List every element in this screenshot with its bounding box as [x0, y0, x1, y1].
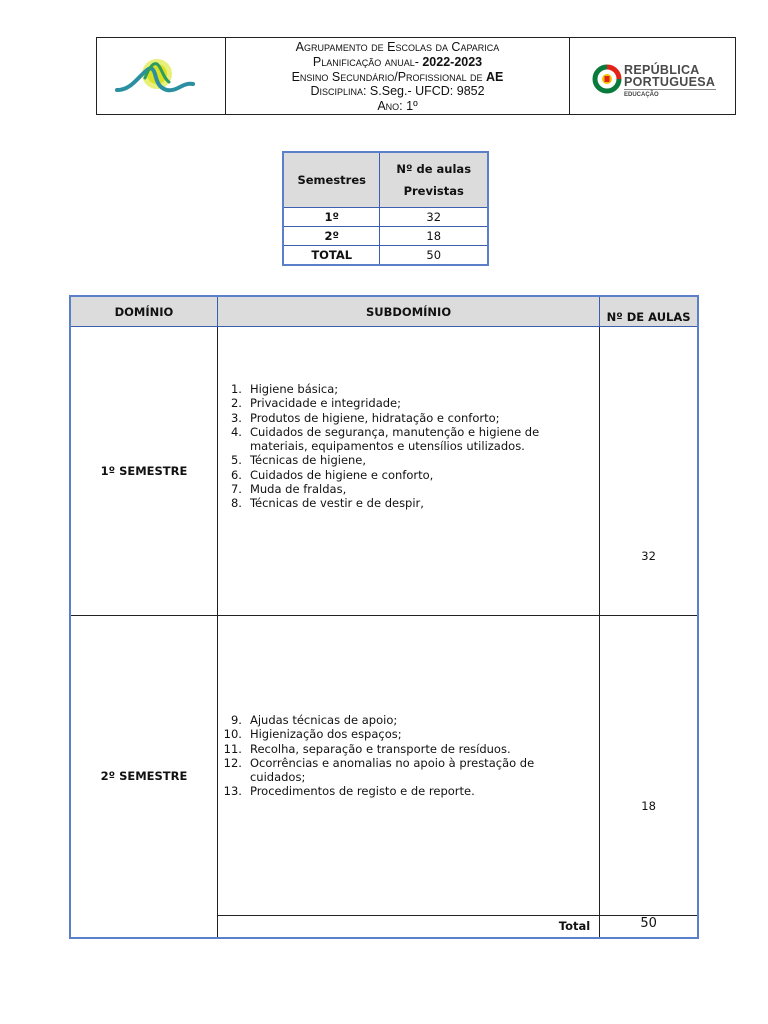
- subdomain-item: [218, 396, 559, 410]
- item-number: 11.: [223, 741, 242, 756]
- curriculum-header-row: [70, 296, 698, 327]
- subdomain-item: [218, 784, 559, 798]
- classes-header: Nº de aulas Previstas: [380, 152, 488, 208]
- item-text: Muda de fraldas,: [249, 482, 347, 497]
- header-title-block: [226, 38, 570, 114]
- summary-table: [282, 151, 489, 266]
- semester2-classes: 18: [600, 616, 698, 916]
- subdomain-item: [218, 468, 559, 482]
- item-text: Privacidade e integridade;: [249, 396, 401, 411]
- summary-row: TOTAL 50: [283, 246, 488, 266]
- total-label: Total: [217, 916, 599, 938]
- subdomain-item: [218, 713, 559, 727]
- semester1-label: 1º SEMESTRE: [70, 327, 217, 616]
- semester1-list: [218, 382, 559, 511]
- classes-count-header: Nº DE AULAS: [600, 296, 698, 327]
- item-text: Higiene básica;: [249, 382, 339, 396]
- subdomain-item: [218, 425, 559, 454]
- summary-header-row: [283, 152, 488, 208]
- item-number: 2.: [230, 396, 242, 411]
- item-text: Ocorrências e anomalias no apoio à prestação de cuidados;: [249, 755, 535, 785]
- item-text: Cuidados de segurança, manutenção e higiene de materiais, equipamentos e utensílios utilizados.: [249, 424, 540, 454]
- government-logo-cell: [570, 38, 735, 114]
- education-level: Ensino Secundário/Profissional de AE: [291, 69, 504, 84]
- item-text: Técnicas de vestir e de despir,: [249, 496, 424, 511]
- subdomain-item: [218, 727, 559, 741]
- school-logo-cell: [97, 38, 226, 114]
- item-number: 8.: [230, 496, 242, 511]
- school-logo-icon: [97, 38, 225, 114]
- subdomain-item: [218, 482, 559, 496]
- summary-row: 2º 18: [283, 227, 488, 246]
- item-number: 3.: [230, 410, 242, 425]
- item-number: 10.: [223, 727, 242, 742]
- semesters-header: Semestres: [283, 152, 380, 208]
- plan-title: Planificação anual- 2022-2023: [312, 54, 483, 69]
- domain-header: DOMÍNIO: [70, 296, 217, 327]
- semester1-row: [70, 327, 698, 616]
- item-text: Ajudas técnicas de apoio;: [249, 713, 398, 727]
- semester2-list: [218, 713, 559, 799]
- subdomain-header: SUBDOMÍNIO: [217, 296, 599, 327]
- subdomain-item: [218, 756, 559, 785]
- item-text: Produtos de higiene, hidratação e conforto;: [249, 410, 500, 425]
- portugal-emblem-icon: [592, 64, 622, 94]
- semester2-row: [70, 616, 698, 916]
- curriculum-table: [69, 295, 699, 939]
- school-name: Agrupamento de Escolas da Caparica: [295, 40, 500, 54]
- item-number: 4.: [230, 424, 242, 439]
- item-number: 6.: [230, 467, 242, 482]
- subdomain-item: [218, 453, 559, 467]
- subdomain-item: [218, 496, 559, 510]
- subject-line: Disciplina: S.Seg.- UFCD: 9852: [310, 84, 485, 99]
- semester1-classes: 32: [600, 327, 698, 616]
- item-number: 7.: [230, 482, 242, 497]
- subdomain-item: [218, 742, 559, 756]
- item-text: Recolha, separação e transporte de resíduos.: [249, 741, 511, 756]
- item-number: 13.: [223, 784, 242, 799]
- summary-row: 1º 32: [283, 208, 488, 227]
- republica-portuguesa-logo: REPÚBLICA PORTUGUESA EDUCAÇÃO: [592, 62, 722, 102]
- item-number: 12.: [223, 755, 242, 770]
- semester2-label: 2º SEMESTRE: [70, 616, 217, 938]
- item-text: Procedimentos de registo e de reporte.: [249, 784, 475, 799]
- item-text: Técnicas de higiene,: [249, 453, 367, 468]
- item-text: Higienização dos espaços;: [249, 727, 402, 742]
- semester1-subdomains: [217, 327, 599, 616]
- semester2-subdomains: [217, 616, 599, 916]
- subdomain-item: [218, 411, 559, 425]
- year-line: Ano: 1º: [377, 99, 418, 114]
- item-number: 1.: [230, 382, 242, 396]
- item-number: 5.: [230, 453, 242, 468]
- item-number: 9.: [230, 713, 242, 727]
- subdomain-item: [218, 382, 559, 396]
- item-text: Cuidados de higiene e conforto,: [249, 467, 434, 482]
- total-value: 50: [600, 916, 698, 938]
- document-header: [96, 37, 736, 115]
